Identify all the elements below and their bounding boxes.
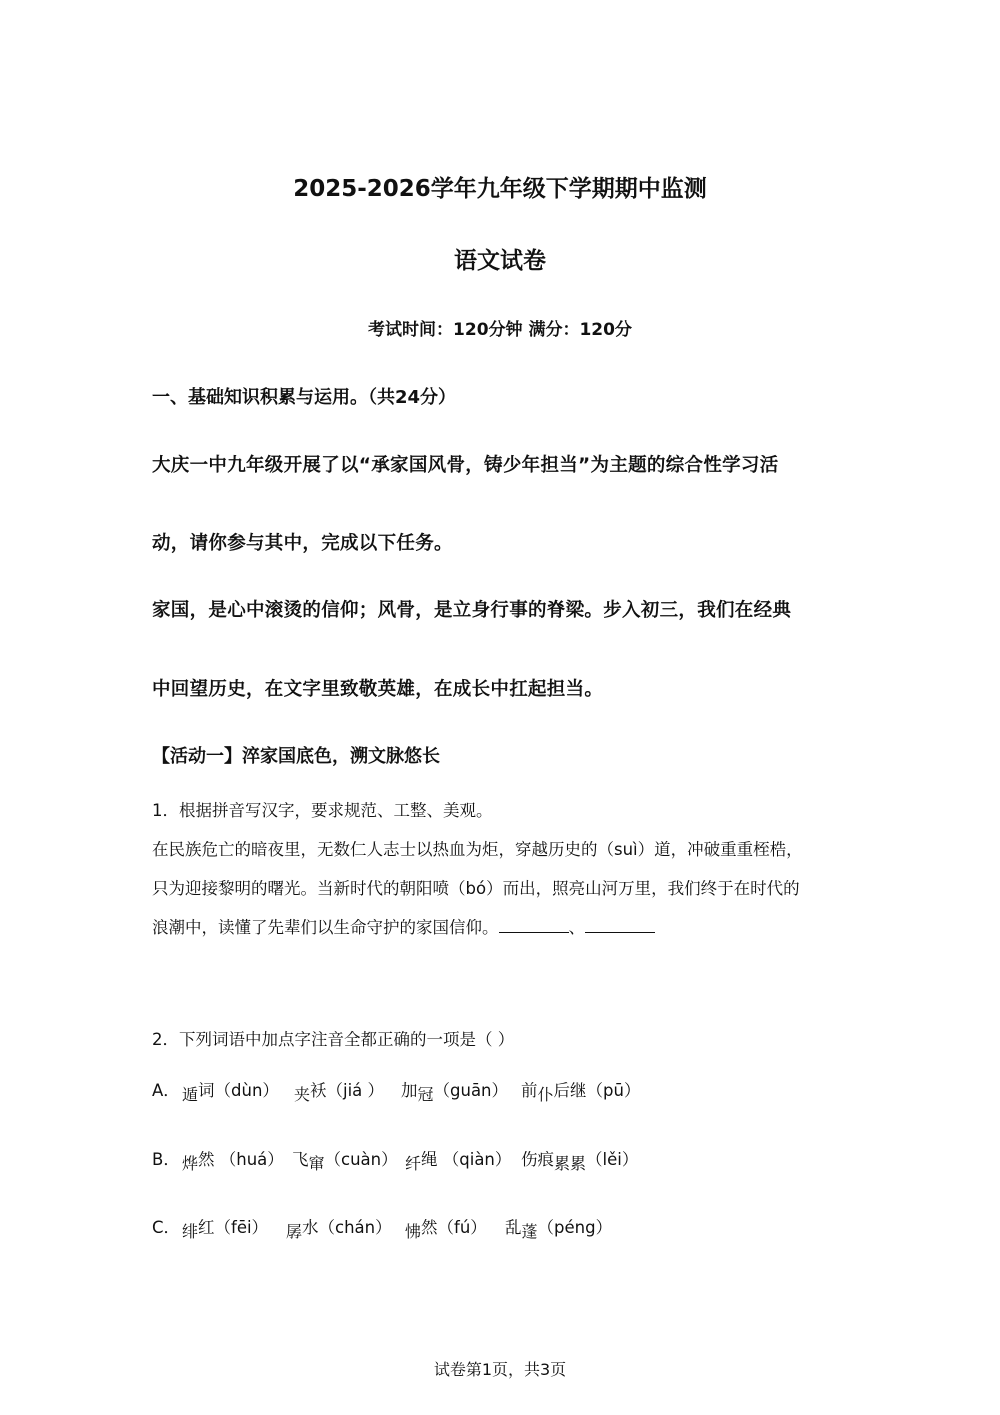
intro-paragraph-line: 动，请你参与其中，完成以下任务。 bbox=[152, 533, 453, 554]
word-rest: （péng） bbox=[537, 1218, 613, 1237]
dotted-char: 冠 bbox=[417, 1085, 434, 1104]
option-b-label: B． bbox=[152, 1150, 180, 1169]
option-c-label: C． bbox=[152, 1218, 181, 1237]
dotted-char: 累累 bbox=[554, 1154, 587, 1173]
page-footer: 试卷第1页，共3页 bbox=[433, 1360, 567, 1379]
option-c-word-1 bbox=[182, 1214, 268, 1242]
dotted-char: 窜 bbox=[308, 1154, 325, 1173]
dotted-char: 遁 bbox=[182, 1085, 199, 1104]
word-rest: 然 （huá） bbox=[198, 1150, 284, 1169]
word-part: 飞 bbox=[292, 1150, 309, 1169]
dotted-char: 纤 bbox=[405, 1154, 422, 1173]
word-rest: 词（dùn） bbox=[198, 1081, 279, 1100]
option-a-word-2 bbox=[294, 1077, 384, 1105]
option-a-label: A． bbox=[152, 1081, 180, 1100]
option-a-word-4 bbox=[521, 1077, 640, 1105]
option-b-word-2 bbox=[292, 1146, 398, 1174]
dotted-char: 烨 bbox=[182, 1154, 199, 1173]
word-part: 乱 bbox=[505, 1218, 522, 1237]
word-part: 前 bbox=[521, 1081, 538, 1100]
word-rest: 红（fēi） bbox=[198, 1218, 269, 1237]
dotted-char: 绯 bbox=[182, 1222, 199, 1241]
option-b-word-4 bbox=[521, 1146, 638, 1174]
exam-info: 考试时间：120分钟 满分：120分 bbox=[368, 320, 632, 340]
dotted-char: 蓬 bbox=[521, 1222, 538, 1241]
word-part: 加 bbox=[401, 1081, 418, 1100]
answer-blank-2[interactable] bbox=[585, 918, 655, 933]
option-c-word-4 bbox=[505, 1214, 612, 1242]
word-rest: 袄（jiá ） bbox=[310, 1081, 385, 1100]
intro-paragraph-line: 大庆一中九年级开展了以“承家国风骨，铸少年担当”为主题的综合性学习活 bbox=[152, 455, 779, 476]
word-rest: （lěi） bbox=[586, 1150, 639, 1169]
question-1-passage-line bbox=[152, 914, 655, 938]
question-1-passage-line: 只为迎接黎明的曙光。当新时代的朝阳喷（bó）而出，照亮山河万里，我们终于在时代的 bbox=[152, 879, 800, 898]
word-part: 伤痕 bbox=[521, 1150, 554, 1169]
exam-subject-title: 语文试卷 bbox=[454, 248, 546, 274]
word-rest: 后继（pū） bbox=[553, 1081, 641, 1100]
dotted-char: 怫 bbox=[405, 1222, 422, 1241]
section-heading: 一、基础知识积累与运用。（共24分） bbox=[152, 387, 457, 408]
passage-text: 浪潮中，读懂了先辈们以生命守护的家国信仰。 bbox=[152, 918, 499, 937]
activity-heading: 【活动一】淬家国底色，溯文脉悠长 bbox=[152, 746, 440, 767]
option-b-word-1 bbox=[182, 1146, 284, 1174]
answer-blank-1[interactable] bbox=[499, 918, 569, 933]
dotted-char: 孱 bbox=[286, 1222, 303, 1241]
option-c-word-2 bbox=[286, 1214, 392, 1242]
word-rest: 水（chán） bbox=[302, 1218, 392, 1237]
intro-paragraph-line: 家国，是心中滚烫的信仰；风骨，是立身行事的脊梁。步入初三，我们在经典 bbox=[152, 600, 792, 621]
question-2-stem: 2．下列词语中加点字注音全都正确的一项是（ ） bbox=[152, 1030, 515, 1049]
word-rest: 绳 （qiàn） bbox=[421, 1150, 512, 1169]
option-a-word-1 bbox=[182, 1077, 279, 1105]
exam-title: 2025-2026学年九年级下学期期中监测 bbox=[293, 176, 707, 202]
option-c-word-3 bbox=[405, 1214, 487, 1242]
dotted-char: 仆 bbox=[537, 1085, 554, 1104]
dotted-char: 夹 bbox=[294, 1085, 311, 1104]
intro-paragraph-line: 中回望历史，在文字里致敬英雄，在成长中扛起担当。 bbox=[152, 679, 604, 700]
word-rest: 然（fú） bbox=[421, 1218, 487, 1237]
option-b-word-3 bbox=[405, 1146, 511, 1174]
word-rest: （guān） bbox=[433, 1081, 509, 1100]
question-1-passage-line: 在民族危亡的暗夜里，无数仁人志士以热血为炬，穿越历史的（suì）道，冲破重重桎梏， bbox=[152, 840, 803, 859]
question-1-stem: 1．根据拼音写汉字，要求规范、工整、美观。 bbox=[152, 801, 493, 820]
blank-separator: 、 bbox=[568, 918, 585, 937]
word-rest: （cuàn） bbox=[324, 1150, 398, 1169]
option-a-word-3 bbox=[401, 1077, 508, 1105]
